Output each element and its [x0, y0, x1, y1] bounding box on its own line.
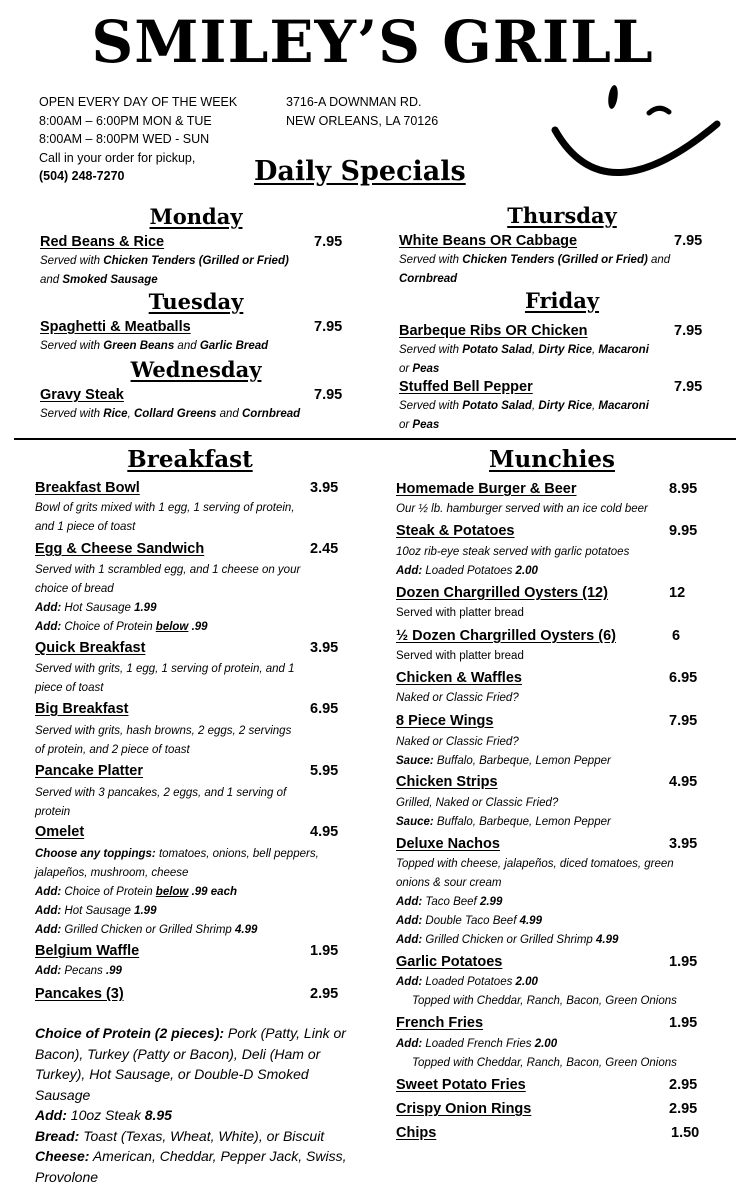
menu-item-description: Topped with cheese, jalapeños, diced tomatoes, green onions & sour cream Add: Taco Beef 2.99 Add: Double Taco Beef 4.99 Add: Grilled Chicken or Grilled Shrimp 4.99 — [396, 858, 674, 946]
tuesday-heading: Tuesday — [148, 289, 244, 314]
menu-item-price: 3.95 — [310, 640, 339, 656]
special-item-description: Served with Rice, Collard Greens and Cornbread — [40, 408, 301, 420]
menu-item-price: 1.95 — [669, 1015, 698, 1031]
special-item-description: Served with Chicken Tenders (Grilled or Fried) and Cornbread — [399, 254, 671, 285]
hours-line: OPEN EVERY DAY OF THE WEEK — [39, 95, 238, 109]
menu-item-price: 2.95 — [310, 986, 339, 1002]
smiley-face-icon — [545, 78, 725, 193]
special-item-price: 7.95 — [314, 234, 343, 250]
menu-item-name: Breakfast Bowl — [35, 480, 140, 496]
menu-item-name: Garlic Potatoes — [396, 954, 503, 970]
section-divider — [14, 438, 736, 440]
menu-item-description: Add: Pecans .99 — [35, 965, 122, 977]
menu-item-name: 8 Piece Wings — [396, 713, 494, 729]
menu-item-name: Omelet — [35, 824, 85, 840]
address-line: NEW ORLEANS, LA 70126 — [286, 113, 439, 128]
menu-item-name: Chicken Strips — [396, 774, 498, 790]
menu-item-name: French Fries — [396, 1015, 484, 1031]
menu-item-description: Naked or Classic Fried? — [396, 692, 519, 704]
special-item-name: Stuffed Bell Pepper — [399, 379, 533, 395]
special-item-description: Served with Green Beans and Garlic Bread — [40, 340, 269, 352]
special-item-name: Gravy Steak — [40, 387, 124, 403]
menu-item-price: 9.95 — [669, 523, 698, 539]
special-item-description: Served with Chicken Tenders (Grilled or Fried) and Smoked Sausage — [40, 255, 289, 286]
wednesday-heading: Wednesday — [130, 357, 262, 382]
menu-item-description: Our ½ lb. hamburger served with an ice cold beer — [396, 503, 648, 515]
special-item-name: Spaghetti & Meatballs — [40, 319, 191, 335]
thursday-heading: Thursday — [507, 203, 617, 228]
menu-item-price: 4.95 — [310, 824, 339, 840]
menu-item-price: 7.95 — [669, 713, 698, 729]
menu-item-description: Grilled, Naked or Classic Fried? Sauce: Buffalo, Barbeque, Lemon Pepper — [396, 797, 611, 828]
menu-item-description: Served with grits, 1 egg, 1 serving of protein, and 1 piece of toast — [35, 663, 295, 694]
menu-item-name: Quick Breakfast — [35, 640, 146, 656]
menu-item-price: 5.95 — [310, 763, 339, 779]
menu-item-price: 4.95 — [669, 774, 698, 790]
menu-item-description: Served with platter bread — [396, 650, 524, 662]
special-item-name: Red Beans & Rice — [40, 234, 165, 250]
special-item-price: 7.95 — [674, 323, 703, 339]
hours-block — [39, 93, 237, 186]
menu-item-name: Pancake Platter — [35, 763, 144, 779]
menu-item-name: Dozen Chargrilled Oysters (12) — [396, 585, 608, 601]
special-item-description: Served with Potato Salad, Dirty Rice, Macaroni or Peas — [399, 400, 649, 431]
menu-item-price: 3.95 — [669, 836, 698, 852]
special-item-name: White Beans OR Cabbage — [399, 233, 578, 249]
menu-item-description: Add: Loaded French Fries 2.00 Topped with Cheddar, Ranch, Bacon, Green Onions — [396, 1038, 677, 1069]
menu-item-price: 2.95 — [669, 1101, 698, 1117]
menu-item-price: 1.50 — [671, 1125, 700, 1141]
special-item-name: Barbeque Ribs OR Chicken — [399, 323, 588, 339]
menu-item-description: Bowl of grits mixed with 1 egg, 1 serving of protein, and 1 piece of toast — [35, 502, 295, 533]
menu-item-name: Steak & Potatoes — [396, 523, 515, 539]
monday-heading: Monday — [149, 204, 243, 229]
breakfast-heading: Breakfast — [127, 446, 253, 473]
menu-item-price: 12 — [669, 585, 686, 601]
menu-item-name: Pancakes (3) — [35, 986, 124, 1002]
special-item-price: 7.95 — [674, 379, 703, 395]
menu-item-description: Served with 1 scrambled egg, and 1 cheese on your choice of bread Add: Hot Sausage 1.99 Add: Choice of Protein below .99 — [35, 564, 301, 633]
menu-item-price: 6.95 — [310, 701, 339, 717]
menu-item-description: Add: Loaded Potatoes 2.00 Topped with Cheddar, Ranch, Bacon, Green Onions — [396, 976, 677, 1007]
menu-item-name: Sweet Potato Fries — [396, 1077, 526, 1093]
menu-item-name: Chicken & Waffles — [396, 670, 522, 686]
address-block — [286, 93, 438, 130]
menu-item-name: ½ Dozen Chargrilled Oysters (6) — [396, 628, 616, 644]
menu-item-description: Served with platter bread — [396, 607, 524, 619]
hours-line: 8:00AM – 6:00PM MON & TUE — [39, 113, 212, 128]
menu-item-name: Belgium Waffle — [35, 943, 140, 959]
address-line: 3716-A DOWNMAN RD. — [286, 95, 422, 109]
munchies-heading: Munchies — [489, 446, 615, 473]
restaurant-title: SMILEY’S GRILL — [91, 8, 654, 76]
hours-line: Call in your order for pickup, — [39, 150, 196, 165]
phone-number[interactable]: (504) 248-7270 — [39, 169, 125, 183]
menu-item-description: Served with 3 pancakes, 2 eggs, and 1 serving of protein — [35, 787, 287, 818]
menu-item-price: 2.95 — [669, 1077, 698, 1093]
menu-item-name: Chips — [396, 1125, 437, 1141]
menu-item-name: Crispy Onion Rings — [396, 1101, 532, 1117]
menu-item-price: 1.95 — [310, 943, 339, 959]
special-item-price: 7.95 — [674, 233, 703, 249]
menu-item-name: Egg & Cheese Sandwich — [35, 541, 205, 557]
special-item-price: 7.95 — [314, 319, 343, 335]
menu-item-description: 10oz rib-eye steak served with garlic potatoes Add: Loaded Potatoes 2.00 — [396, 546, 630, 577]
menu-item-description: Naked or Classic Fried? Sauce: Buffalo, Barbeque, Lemon Pepper — [396, 736, 611, 767]
daily-specials-heading: Daily Specials — [254, 156, 466, 187]
hours-line: 8:00AM – 8:00PM WED - SUN — [39, 132, 210, 146]
menu-item-price: 3.95 — [310, 480, 339, 496]
menu-item-price: 6.95 — [669, 670, 698, 686]
menu-item-name: Big Breakfast — [35, 701, 129, 717]
special-item-price: 7.95 — [314, 387, 343, 403]
menu-item-name: Homemade Burger & Beer — [396, 481, 577, 497]
menu-item-name: Deluxe Nachos — [396, 836, 500, 852]
menu-item-price: 8.95 — [669, 481, 698, 497]
menu-item-description: Served with grits, hash browns, 2 eggs, 2 servings of protein, and 2 piece of toast — [35, 725, 292, 756]
menu-item-price: 1.95 — [669, 954, 698, 970]
menu-item-description: Choose any toppings: tomatoes, onions, bell peppers, jalapeños, mushroom, cheese Add: Choice of Protein below .99 each Add: Hot Sausage 1.99 Add: Grilled Chicken or Grilled Shrimp 4.99 — [35, 848, 319, 936]
menu-item-price: 6 — [672, 628, 681, 644]
special-item-description: Served with Potato Salad, Dirty Rice, Macaroni or Peas — [399, 344, 649, 375]
protein-options: Choice of Protein (2 pieces): Pork (Patty, Link or Bacon), Turkey (Patty or Bacon), Deli (Ham or Turkey), Hot Sausage, or Double-D Smoked Sausage Add: 10oz Steak 8.95 Bread: Toast (Texas, Wheat, White), or Biscuit Cheese: American, Cheddar, Pepper Jack, Swiss, Provolone — [35, 1025, 347, 1185]
menu-item-price: 2.45 — [310, 541, 339, 557]
friday-heading: Friday — [524, 288, 600, 313]
